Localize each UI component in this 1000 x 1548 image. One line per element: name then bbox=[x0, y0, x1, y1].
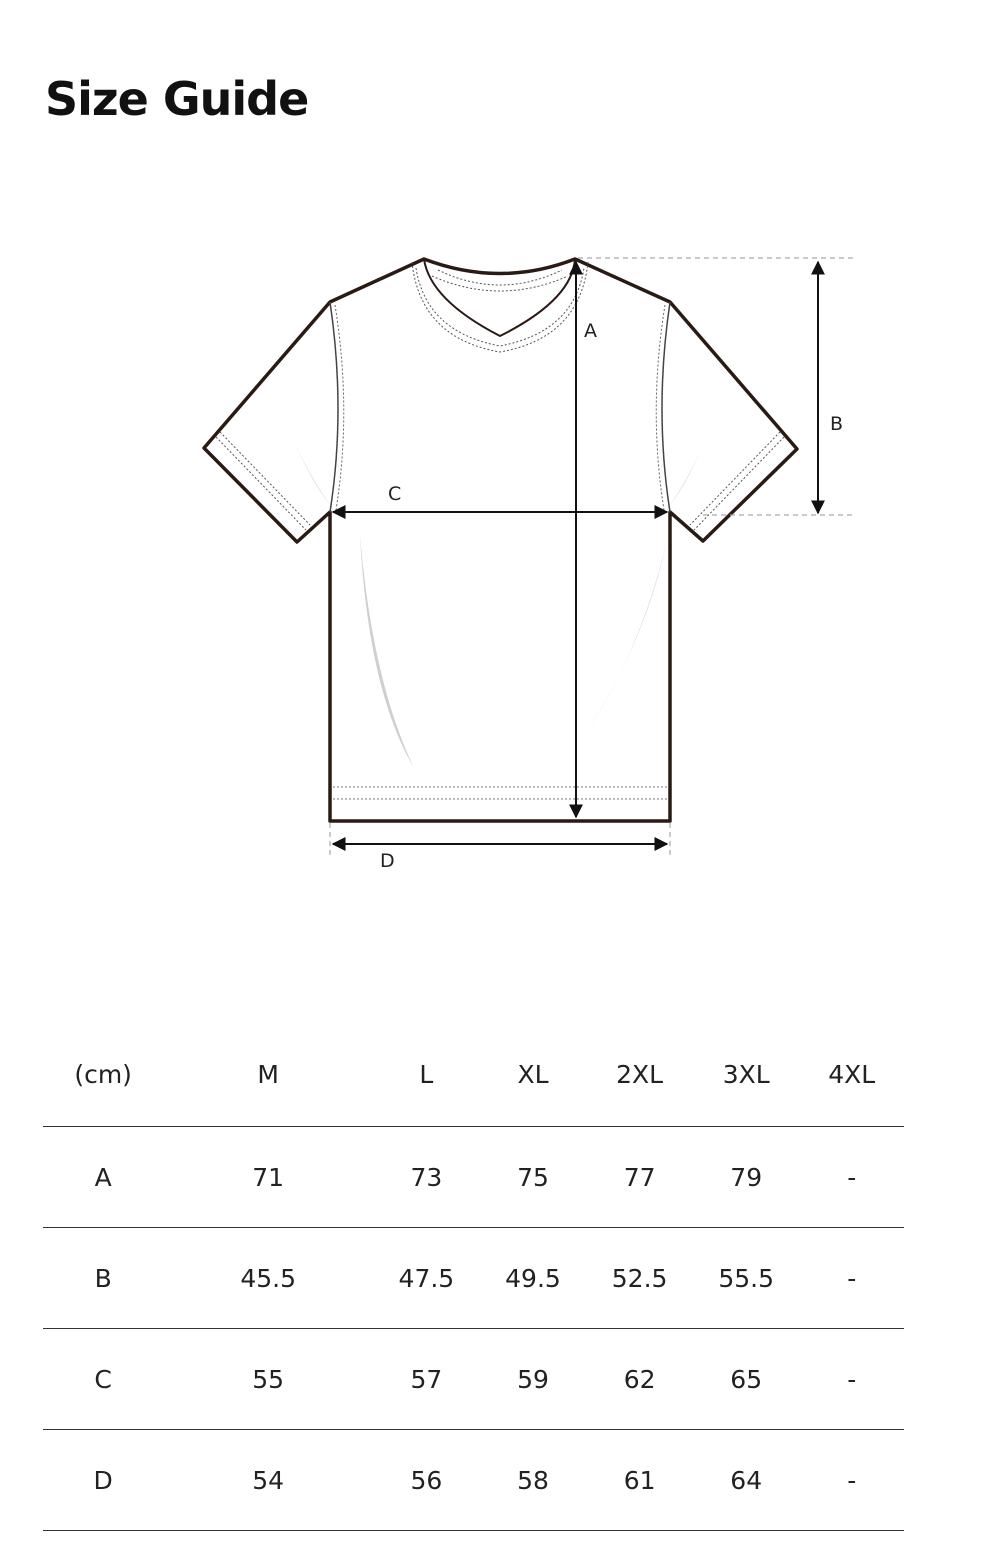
table-cell: 49.5 bbox=[480, 1228, 587, 1329]
table-cell: 73 bbox=[373, 1127, 480, 1228]
row-label: C bbox=[43, 1329, 163, 1430]
tshirt-outline-icon bbox=[204, 259, 797, 821]
dimension-d-label: D bbox=[380, 850, 395, 872]
table-cell: 54 bbox=[163, 1430, 373, 1531]
table-cell: - bbox=[800, 1430, 904, 1531]
table-cell: 77 bbox=[586, 1127, 693, 1228]
size-table bbox=[43, 1022, 904, 1531]
table-cell: 55.5 bbox=[693, 1228, 800, 1329]
table-cell: 52.5 bbox=[586, 1228, 693, 1329]
size-header: 2XL bbox=[616, 1059, 664, 1089]
table-cell: 61 bbox=[586, 1430, 693, 1531]
unit-header: (cm) bbox=[74, 1059, 132, 1089]
dimension-c-label: C bbox=[388, 483, 402, 505]
table-row bbox=[43, 1228, 904, 1329]
row-label: B bbox=[43, 1228, 163, 1329]
table-cell: 79 bbox=[693, 1127, 800, 1228]
table-cell: 62 bbox=[586, 1329, 693, 1430]
row-label: A bbox=[43, 1127, 163, 1228]
guide-lines bbox=[330, 258, 856, 858]
table-cell: - bbox=[800, 1228, 904, 1329]
size-header: L bbox=[419, 1059, 434, 1089]
size-header: 4XL bbox=[828, 1059, 876, 1089]
table-cell: - bbox=[800, 1127, 904, 1228]
dimension-b-label: B bbox=[830, 413, 844, 435]
table-cell: 65 bbox=[693, 1329, 800, 1430]
size-table-header-row bbox=[43, 1022, 904, 1127]
table-cell: 45.5 bbox=[163, 1228, 373, 1329]
table-cell: 58 bbox=[480, 1430, 587, 1531]
dimension-a-label: A bbox=[584, 320, 597, 342]
size-header: 3XL bbox=[722, 1059, 770, 1089]
size-header: XL bbox=[517, 1059, 549, 1089]
table-cell: - bbox=[800, 1329, 904, 1430]
table-cell: 59 bbox=[480, 1329, 587, 1430]
table-cell: 47.5 bbox=[373, 1228, 480, 1329]
table-cell: 57 bbox=[373, 1329, 480, 1430]
page-title: Size Guide bbox=[45, 72, 309, 126]
table-row bbox=[43, 1127, 904, 1228]
table-cell: 75 bbox=[480, 1127, 587, 1228]
table-cell: 71 bbox=[163, 1127, 373, 1228]
row-label: D bbox=[43, 1430, 163, 1531]
table-cell: 56 bbox=[373, 1430, 480, 1531]
table-row bbox=[43, 1430, 904, 1531]
size-header: M bbox=[257, 1059, 279, 1089]
table-row bbox=[43, 1329, 904, 1430]
table-cell: 64 bbox=[693, 1430, 800, 1531]
table-cell: 55 bbox=[163, 1329, 373, 1430]
